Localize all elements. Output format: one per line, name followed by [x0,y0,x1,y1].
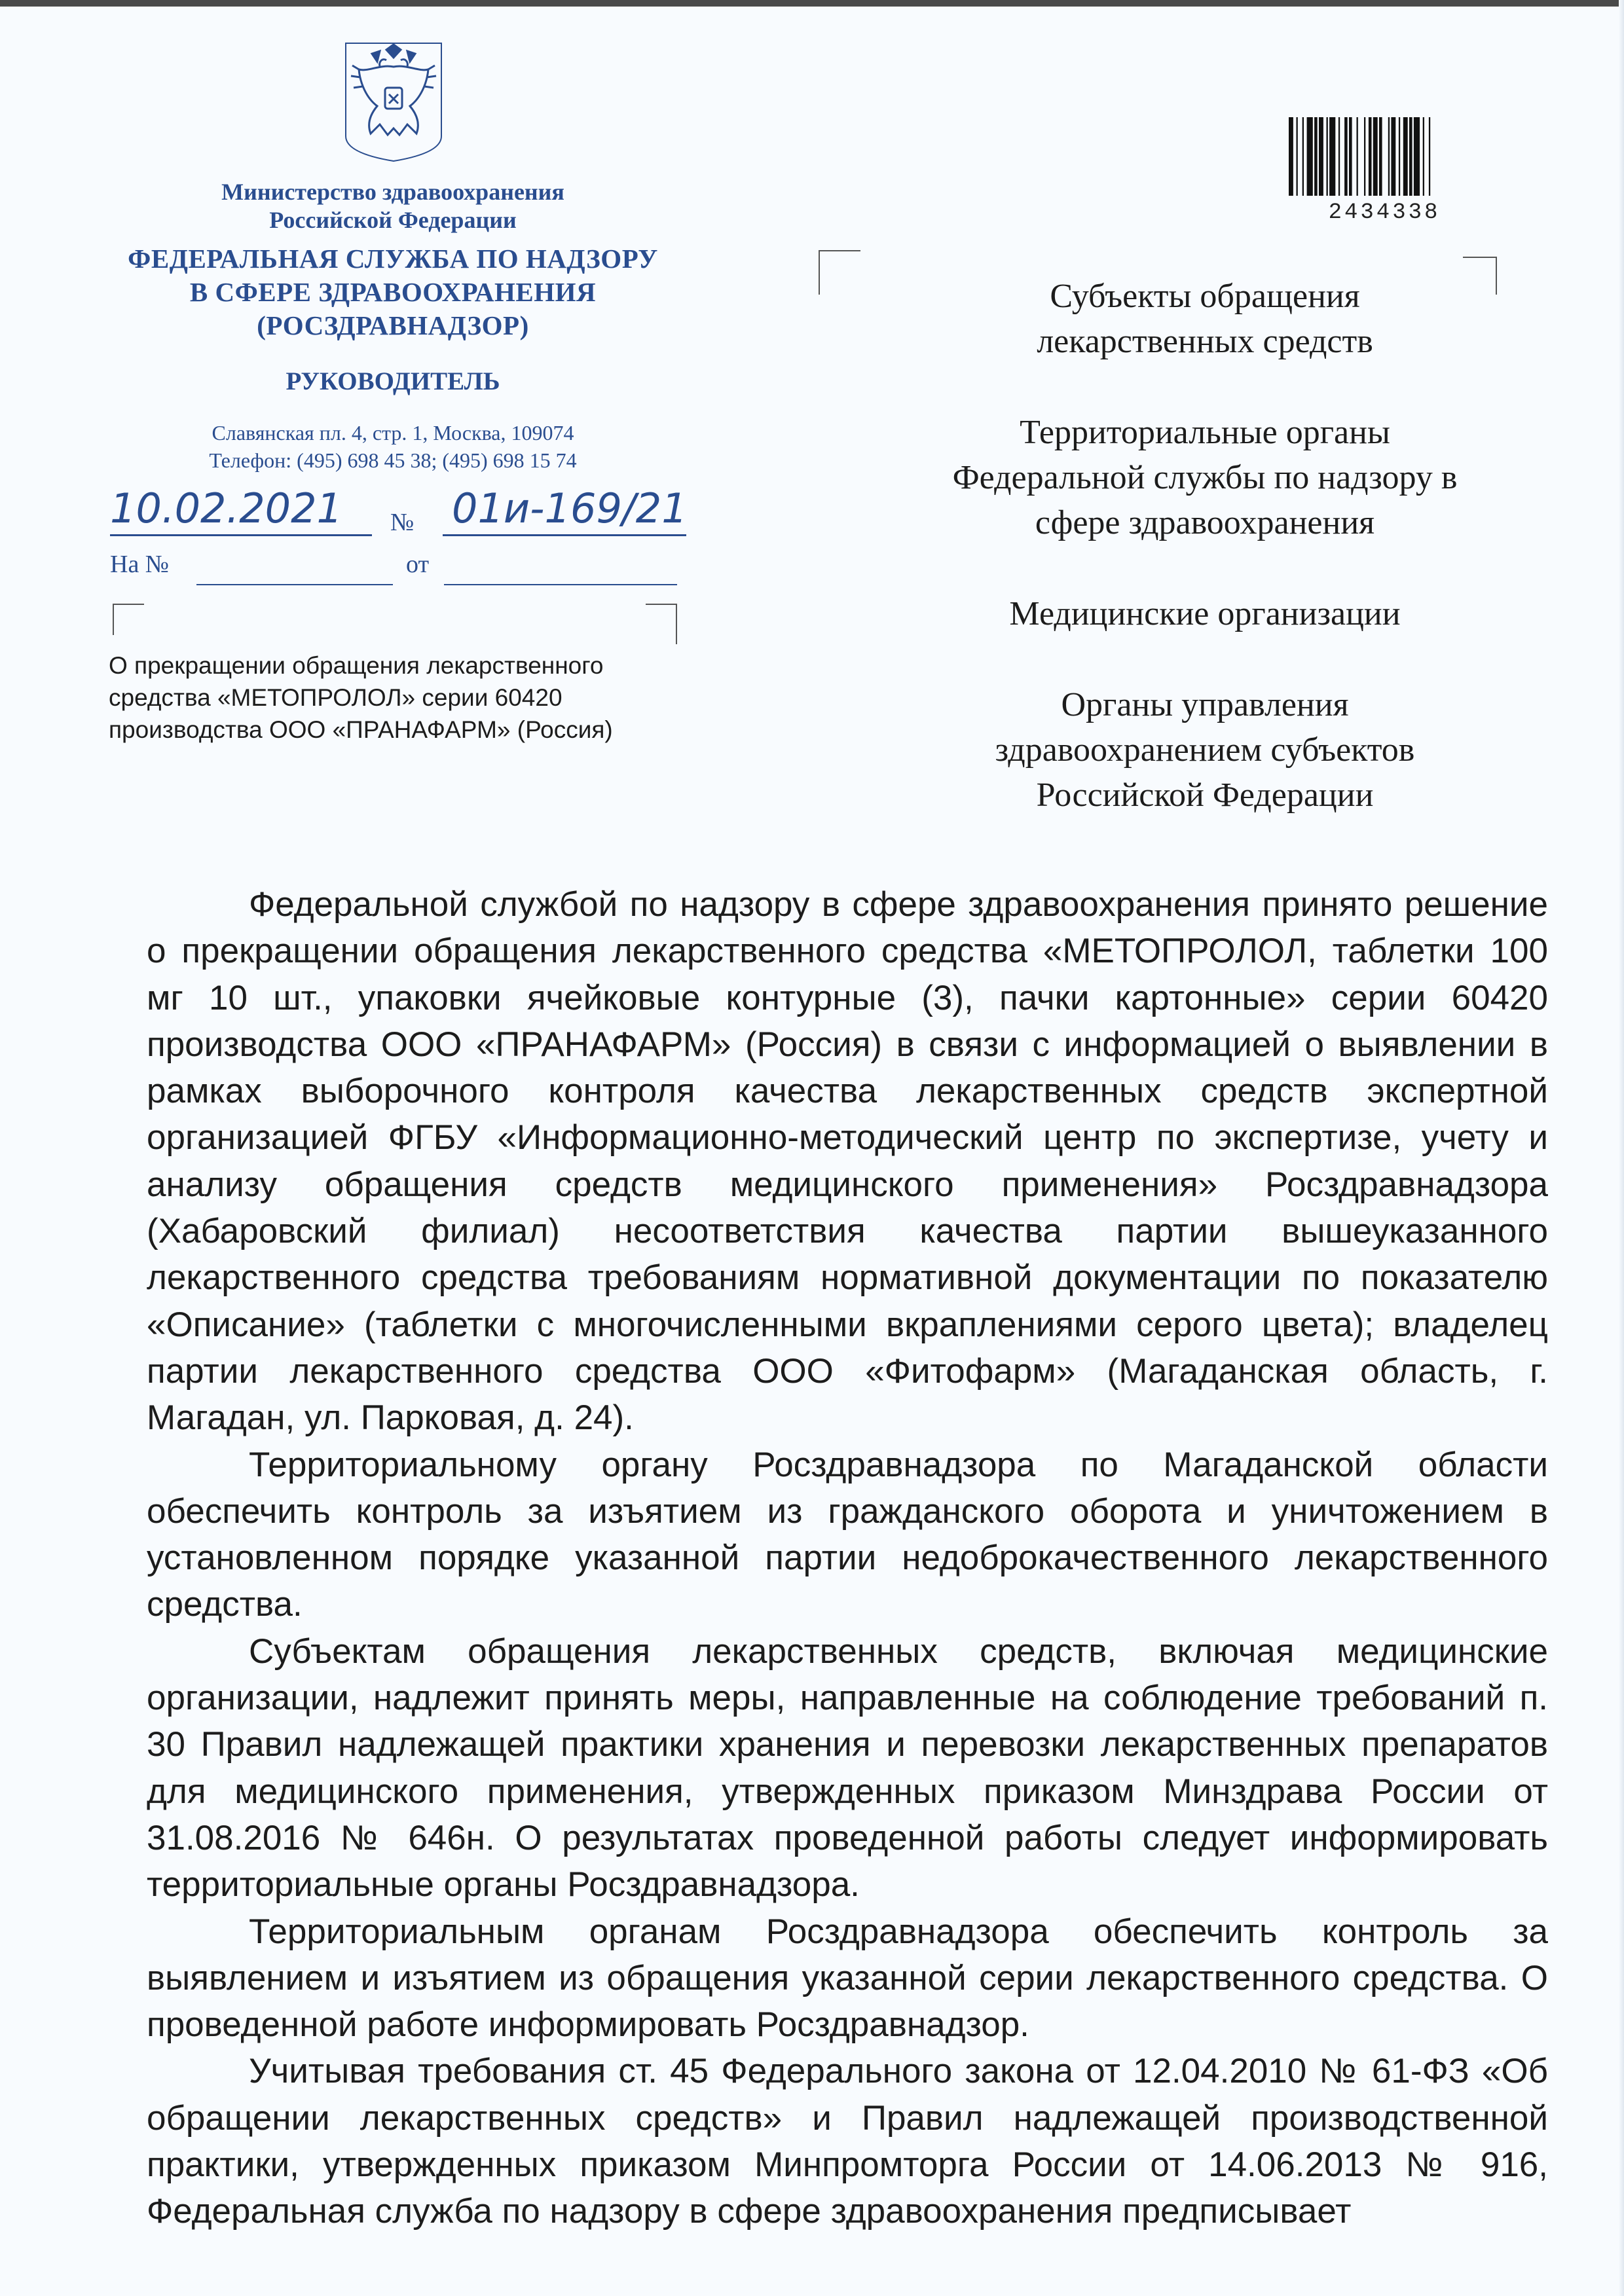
date-underline [110,534,372,536]
reply-number-label: На № [110,551,170,578]
addressee-line: Территориальные органы [1020,414,1390,451]
addressee-line: Российской Федерации [1036,776,1374,814]
service-line-3: (РОСЗДРАВНАДЗОР) [257,310,529,340]
addressee-line: Медицинские организации [1009,595,1401,632]
address-block [98,419,688,474]
reply-date-blank [444,584,677,585]
subject-line-2: средства «МЕТОПРОЛОЛ» серии 60420 [109,684,563,711]
number-sign: № [390,509,415,536]
addressee-group [851,682,1559,818]
service-name [98,242,688,342]
reply-number-blank [196,584,393,585]
ministry-line-2: Российской Федерации [269,207,517,233]
addressee-line: лекарственных средств [1037,323,1373,360]
body-paragraph-2: Территориальному органу Росздравнадзора по Магаданской области обеспечить контроль за изъятием из гражданского оборота и уничтожением в установленном порядке указанной партии недоброкачественного лекарственного средства. [147,1445,1548,1624]
coat-of-arms-icon [341,38,447,164]
subject-line-3: производства ООО «ПРАНАФАРМ» (Россия) [109,716,613,743]
addressee-line: Органы управления [1061,686,1349,723]
body-paragraph-5: Учитывая требования ст. 45 Федерального закона от 12.04.2010 № 61-ФЗ «Об обращении лекарственных средств» и Правил надлежащей производственной практики, утвержденных приказом Минпромторга России от 14.06.2013 № 916, Федеральная служба по надзору в сфере здравоохранения предписывает [147,2052,1548,2231]
addressee-group [851,591,1559,636]
letter-body [147,881,1548,2235]
barcode-image [1287,115,1481,200]
addressee-line: сфере здравоохранения [1035,504,1375,541]
barcode-number: 2434338 [1328,200,1441,225]
phone: Телефон: (495) 698 45 38; (495) 698 15 74 [209,448,577,472]
address: Славянская пл. 4, стр. 1, Москва, 109074 [212,421,574,445]
scan-edge-top [0,0,1624,7]
number-underline [443,534,686,536]
ministry-line-1: Министерство здравоохранения [221,179,564,205]
registration-number: 01и-169/21 [452,484,688,532]
addressee-list [851,274,1559,864]
registration-date: 10.02.2021 [110,484,342,532]
addressee-group [851,274,1559,364]
registration-line [110,484,765,543]
addressee-group [851,410,1559,545]
body-paragraph-3: Субъектам обращения лекарственных средств, включая медицинские организации, надлежит принять меры, направленные на соблюдение требований п. 30 Правил надлежащей практики хранения и перевозки лекарственных препаратов для медицинского применения, утвержденных приказом Минздрава России от 31.08.2016 № 646н. О результатах проведенной работы следует информировать территориальные органы Росздравнадзора. [147,1631,1548,1904]
subject-corner-left [113,604,144,635]
ministry-name [98,178,688,234]
subject-line-1: О прекращении обращения лекарственного [109,652,604,679]
head-title: РУКОВОДИТЕЛЬ [286,367,500,395]
addressee-line: Субъекты обращения [1050,278,1360,315]
body-paragraph-1: Федеральной службой по надзору в сфере здравоохранения принято решение о прекращении обращения лекарственного средства «МЕТОПРОЛОЛ, таблетки 100 мг 10 шт., упаковки ячейковые контурные (3), пачки картонные» серии 60420 производства ООО «ПРАНАФАРМ» (Россия) в связи с информацией о выявлении в рамках выборочного контроля качества лекарственных средств экспертной организацией ФГБУ «Информационно-методический центр по экспертизе, учету и анализу обращения средств медицинского применения» Росздравнадзора (Хабаровский филиал) несоответствия качества партии вышеуказанного лекарственного средства требованиям нормативной документации по показателю «Описание» (таблетки с многочисленными вкраплениями серого цвета); владелец партии лекарственного средства ООО «Фитофарм» (Магаданская область, г. Магадан, ул. Парковая, д. 24). [147,885,1548,1438]
addressee-line: здравоохранением субъектов [995,731,1415,769]
scan-edge-right [1619,0,1624,2296]
reply-from-label: от [406,551,430,578]
addressee-line: Федеральной службы по надзору в [952,459,1458,496]
subject-block [109,649,737,746]
subject-corner-right [646,604,677,644]
service-line-1: ФЕДЕРАЛЬНАЯ СЛУЖБА ПО НАДЗОРУ [128,244,658,274]
body-paragraph-4: Территориальным органам Росздравнадзора обеспечить контроль за выявлением и изъятием из обращения указанной серии лекарственного средства. О проведенной работе информировать Росздравнадзор. [147,1912,1548,2045]
service-line-2: В СФЕРЕ ЗДРАВООХРАНЕНИЯ [189,277,597,307]
